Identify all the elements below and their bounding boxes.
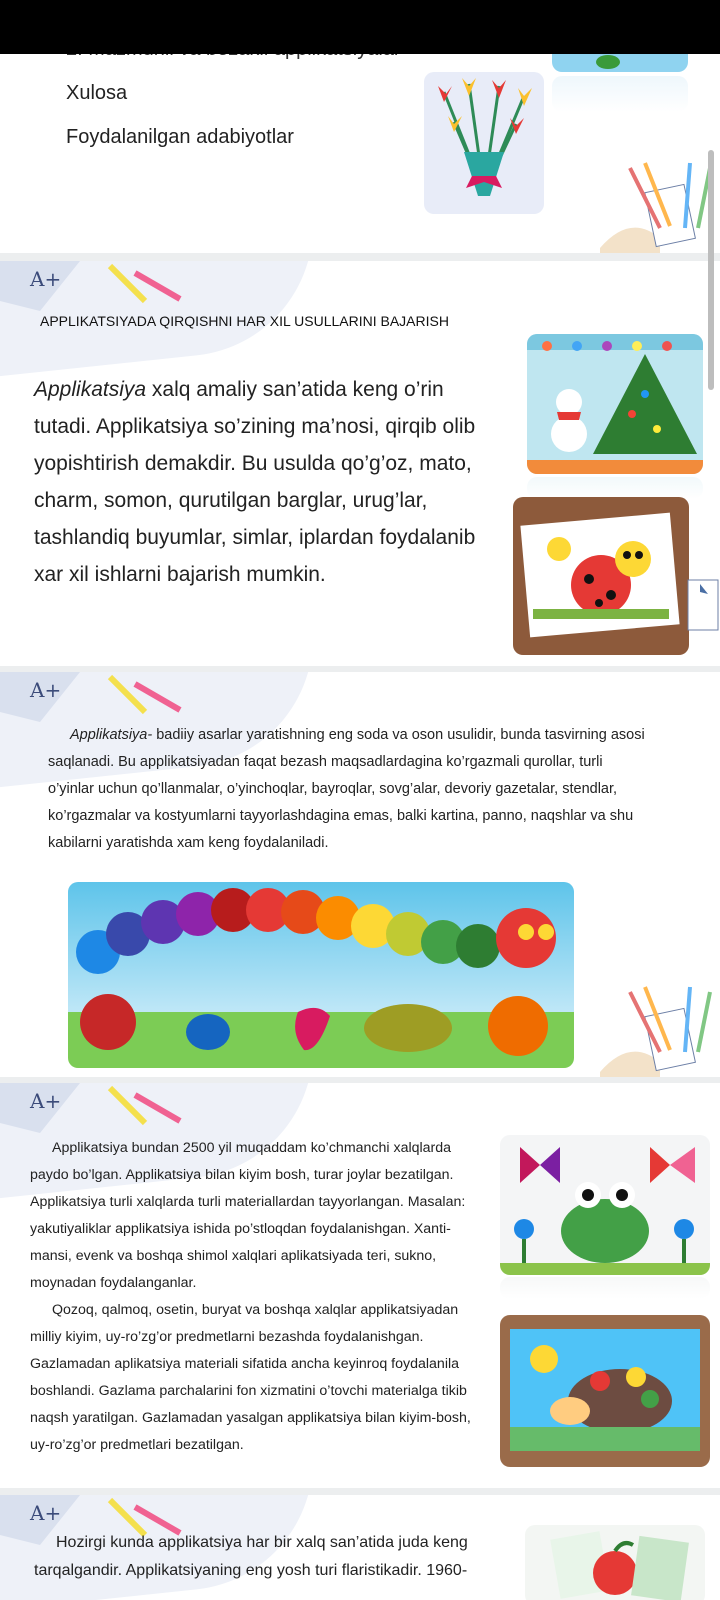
slide-5 — [0, 1495, 720, 1600]
paragraph-text: badiiy asarlar yaratishning eng soda va oson usulidir, bunda tasvirning asosi saqlanadi. Bu applikatsiyadan faqat bezash maqsadlardagina ko’rgazmali qurollar, turli o’yinlar uchun qo’llanmalar, o’yinchoqlar, bayroqlar, sovg’alar, devoriy gazetalar, stendlar, ko’rgazmalar va kostyumlarni tayyorlashdagina emas, balki kartina, panno, naqshlar va shu kabilarni yaratishda xam keng foydalaniladi. — [48, 727, 645, 851]
school-supplies-decoration — [590, 982, 720, 1077]
school-supplies-decoration — [590, 158, 720, 253]
reflection — [527, 477, 703, 499]
school-supplies-decoration — [680, 576, 720, 646]
slide-3 — [0, 672, 720, 1077]
a-plus-badge: A+ — [30, 1501, 62, 1525]
slide-2 — [0, 261, 720, 666]
apple-card-image — [525, 1525, 705, 1600]
toc-item-adabiyotlar: Foydalanilgan adabiyotlar — [66, 126, 294, 148]
caterpillar-fruits-image — [68, 882, 574, 1068]
paragraph-text: xalq amaliy san’atida keng o’rin tutadi. Applikatsiya so’zining ma’nosi, qirqib olib yopishtirish demakdir. Bu usulda qo’g’oz, mato, charm, somon, qurutilgan barglar, urug’lar, tashlandiq buyumlar, simlar, iplardan foydalanib xar xil ishlarni bajarish mumkin. — [34, 378, 476, 586]
hedgehog-image — [500, 1315, 710, 1467]
reflection — [500, 1277, 710, 1299]
christmas-tree-snowman-image — [527, 334, 703, 474]
status-bar — [0, 0, 720, 54]
tulip-bouquet-image — [424, 72, 544, 214]
a-plus-badge: A+ — [30, 1089, 62, 1113]
reflection — [552, 76, 688, 112]
slide-paragraph — [34, 1529, 494, 1585]
paragraph-text-2: Qozoq, qalmoq, osetin, buryat va boshqa xalqlar applikatsiyadan milliy kiyim, uy-ro’zg’or predmetlarni bezashda foydalanishgan. Gazlamadan aplikatsiya materiali sifatida ancha keyinroq foydalanila boshlandi. Gazlama parchalarini fon xizmatini o’tovchi materialga tikib naqsh yaratilgan. Gazlamadan yasalgan applikatsiya bilan kiyim-bosh, uy-ro’zg’or predmetlari bezatilgan. — [30, 1302, 471, 1453]
slide-paragraph — [48, 722, 648, 857]
crayons-decoration — [0, 1083, 190, 1143]
scrollbar[interactable] — [708, 150, 714, 390]
a-plus-badge: A+ — [30, 267, 62, 291]
ladybug-image — [513, 497, 689, 655]
italic-lead: Applikatsiya- — [70, 727, 153, 743]
slide-paragraph — [34, 371, 504, 593]
slide-title: APPLIKATSIYADA QIRQISHNI HAR XIL USULLARINI BAJARISH — [40, 313, 449, 329]
italic-lead: Applikatsiya — [34, 378, 147, 401]
paragraph-text: Hozirgi kunda applikatsiya har bir xalq san’atida juda keng tarqalgandir. Applikatsiyaning eng yosh turi flaristikadir. 1960- — [34, 1534, 468, 1579]
slide-paragraph — [30, 1135, 490, 1459]
crayons-decoration — [0, 261, 190, 321]
slide-4 — [0, 1083, 720, 1488]
a-plus-badge: A+ — [30, 678, 62, 702]
paragraph-text-1: Applikatsiya bundan 2500 yil muqaddam ko’chmanchi xalqlarda paydo bo’lgan. Applikatsiya bilan kiyim bosh, turar joylar bezatilgan. Applikatsiya turli xalqlarda turli materiallardan tayyorlangan. Masalan: yakutiyaliklar applikatsiya ishida po’stloqdan foydalanishgan. Xanti-mansi, evenk va boshqa shimol xalqlari aplikatsiyada teri, sukno, moynadan foydalanganlar. — [30, 1140, 466, 1291]
frog-butterflies-image — [500, 1135, 710, 1275]
toc-item-xulosa: Xulosa — [66, 82, 128, 104]
